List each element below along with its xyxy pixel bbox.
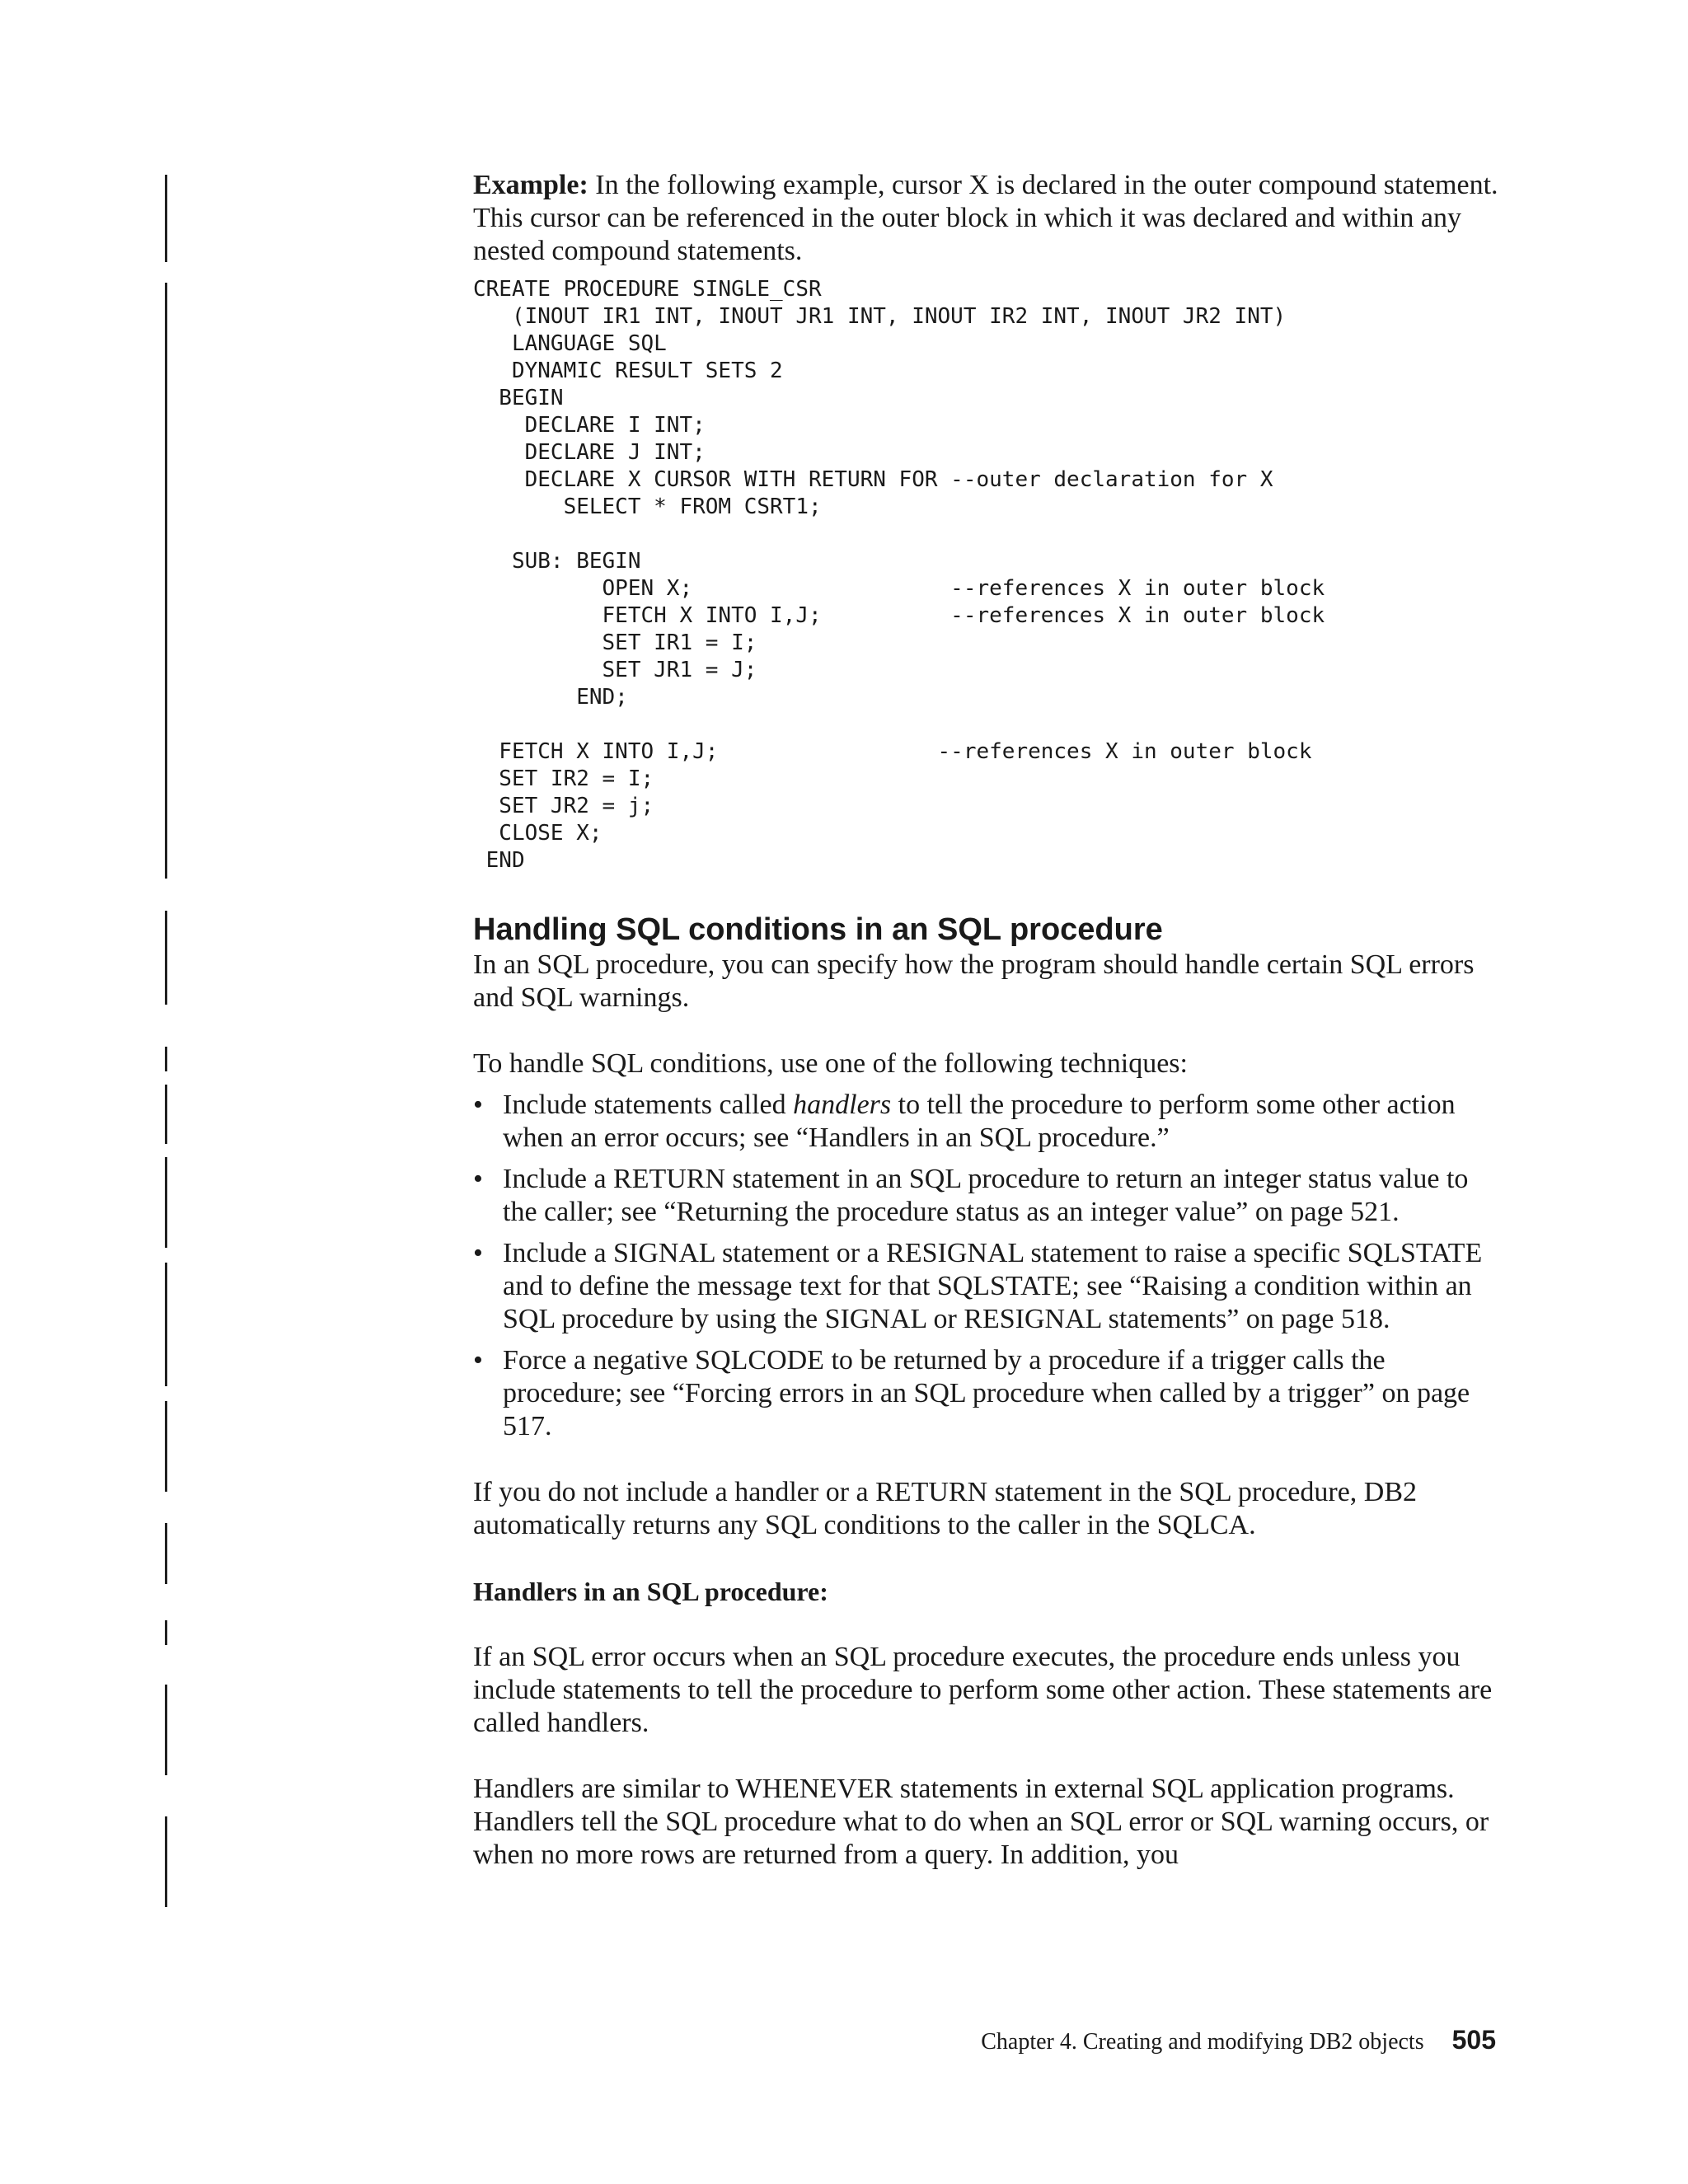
- list-item: • Force a negative SQLCODE to be returned by a procedure if a trigger calls the procedure; see “Forcing errors in an SQL procedure when called by a trigger” on page 517.: [473, 1345, 1470, 1441]
- change-bar: [165, 911, 167, 1005]
- change-bar: [165, 175, 167, 262]
- code-block: CREATE PROCEDURE SINGLE_CSR (INOUT IR1 INT, INOUT JR1 INT, INOUT IR2 INT, INOUT JR2 INT) LANGUAGE SQL DYNAMIC RESULT SETS 2 BEGIN DECLARE I INT; DECLARE J INT; DECLARE X CURSOR WITH RETURN FOR --outer declaration for X SELECT * FROM CSRT1; SUB: BEGIN OPEN X; --references X in outer block FETCH X INTO I,J; --references X in outer block SET IR1 = I; SET JR1 = J; END; FETCH X INTO I,J; --references X in outer block SET IR2 = I; SET JR2 = j; CLOSE X; END: [473, 277, 1325, 873]
- change-bar: [165, 1047, 167, 1071]
- handlers-paragraph-1: If an SQL error occurs when an SQL procedure executes, the procedure ends unless you include statements to tell the procedure to perform some other action. These statements are called handlers.: [473, 1642, 1493, 1738]
- list-item: • Include statements called handlers to tell the procedure to perform some other action when an error occurs; see “Handlers in an SQL procedure.”: [473, 1090, 1456, 1153]
- page-content: [473, 169, 1503, 1872]
- handlers-subheading: Handlers in an SQL procedure:: [473, 1577, 828, 1606]
- bullet-icon: •: [473, 1238, 483, 1268]
- change-bar: [165, 1620, 167, 1645]
- page-footer: [981, 2023, 1496, 2059]
- section-intro: In an SQL procedure, you can specify how the program should handle certain SQL errors and SQL warnings.: [473, 949, 1475, 1013]
- list-item: • Include a RETURN statement in an SQL procedure to return an integer status value to the caller; see “Returning the procedure status as an integer value” on page 521.: [473, 1164, 1469, 1227]
- change-bar: [165, 1085, 167, 1144]
- example-text: In the following example, cursor X is declared in the outer compound statement. This cursor can be referenced in the outer block in which it was declared and within any nested compound statements.: [473, 170, 1498, 266]
- no-handler-paragraph: If you do not include a handler or a RETURN statement in the SQL procedure, DB2 automatically returns any SQL conditions to the caller in the SQLCA.: [473, 1477, 1418, 1540]
- bullet-icon: •: [473, 1090, 483, 1120]
- bullet-icon: •: [473, 1164, 483, 1194]
- change-bar: [165, 283, 167, 879]
- change-bar: [165, 1685, 167, 1775]
- change-bar: [165, 1401, 167, 1492]
- techniques-list: [473, 1089, 1503, 1443]
- change-bar: [165, 1157, 167, 1248]
- bullet-icon: •: [473, 1345, 483, 1376]
- change-bars: [0, 0, 214, 2184]
- list-item: • Include a SIGNAL statement or a RESIGNAL statement to raise a specific SQLSTATE and to define the message text for that SQLSTATE; see “Raising a condition within an SQL procedure by using the SIGNAL or RESIGNAL statements” on page 518.: [473, 1238, 1483, 1334]
- chapter-title: Chapter 4. Creating and modifying DB2 objects: [981, 2029, 1424, 2055]
- handlers-term: handlers: [793, 1090, 892, 1120]
- change-bar: [165, 1816, 167, 1907]
- techniques-intro: To handle SQL conditions, use one of the following techniques:: [473, 1048, 1188, 1079]
- page-number: 505: [1451, 2025, 1496, 2055]
- example-label: Example:: [473, 170, 588, 200]
- handlers-paragraph-2: Handlers are similar to WHENEVER statements in external SQL application programs. Handlers tell the SQL procedure what to do when an SQL error or SQL warning occurs, or when no more rows are returned from a query. In addition, you: [473, 1774, 1489, 1870]
- change-bar: [165, 1523, 167, 1584]
- example-paragraph: [473, 169, 1503, 268]
- change-bar: [165, 1263, 167, 1386]
- section-heading: Handling SQL conditions in an SQL procedure: [473, 912, 1163, 947]
